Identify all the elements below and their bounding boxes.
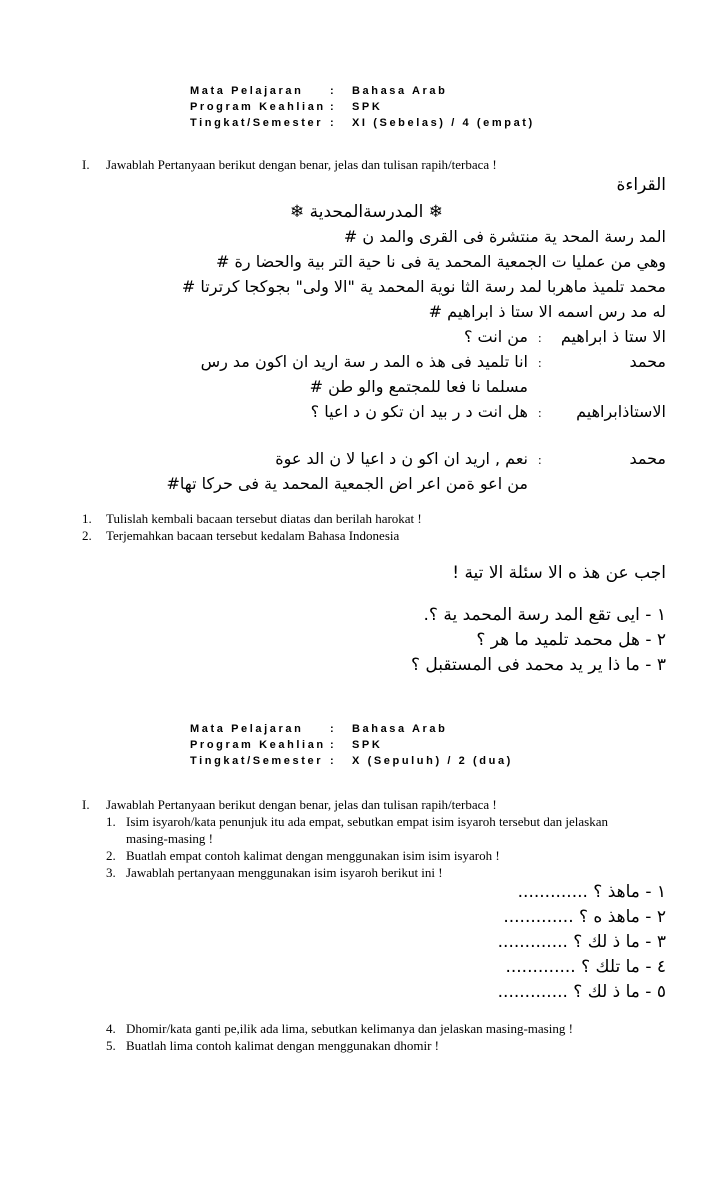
- task-text: Tulislah kembali bacaan tersebut diatas dan berilah harokat !: [106, 511, 422, 526]
- section-instruction: Jawablah Pertanyaan berikut dengan benar, jelas dan tulisan rapih/terbaca !: [106, 797, 497, 812]
- passage-line: له مد رس اسمه الا ستا ذ ابراهيم #: [428, 302, 666, 321]
- passage-line: محمد تلميذ ماهربا لمد رسة الثا نوية المحمد ية "الا ولى" بجوكجا كرترتا #: [181, 277, 666, 296]
- dialog-line: مسلما نا فعا للمجتمع والو طن #: [309, 377, 528, 396]
- section-roman: I.: [82, 797, 90, 812]
- dialog-colon: :: [538, 405, 542, 420]
- dialog-line: انا تلميد فى هذ ه المد ر سة اريد ان اكون مد رس: [200, 352, 528, 371]
- arabic-question: ٢ - ماهذ ه ؟ .............: [503, 907, 666, 927]
- dialog-colon: :: [538, 330, 542, 345]
- item-number: 3.: [106, 865, 116, 880]
- item-text: Dhomir/kata ganti pe,ilik ada lima, sebutkan kelimanya dan jelaskan masing-masing !: [126, 1021, 573, 1036]
- header-colon: :: [330, 755, 337, 767]
- item-text: Buatlah empat contoh kalimat dengan menggunakan isim isim isyaroh !: [126, 848, 500, 863]
- header-colon: :: [330, 723, 337, 735]
- task-text: Terjemahkan bacaan tersebut kedalam Bahasa Indonesia: [106, 528, 400, 543]
- passage-line: وهي من عمليا ت الجمعية المحمد ية فى نا حية التر بية والحضا رة #: [216, 252, 666, 271]
- task-number: 2.: [82, 528, 92, 543]
- item-text: masing-masing !: [126, 831, 214, 846]
- dialog-speaker: محمد: [629, 352, 666, 371]
- questions-heading: اجب عن هذ ه الا سئلة الا تية !: [452, 563, 666, 583]
- arabic-question: ٤ - ما تلك ؟ .............: [505, 957, 666, 977]
- item-text: Buatlah lima contoh kalimat dengan menggunakan dhomir !: [126, 1038, 440, 1053]
- header-label-subject: Mata Pelajaran: [190, 723, 304, 735]
- dialog-speaker: الاستاذابراهيم: [576, 402, 666, 421]
- arabic-question: ١ - ماهذ ؟ .............: [517, 882, 666, 902]
- question-line: ٣ - ما ذا ير يد محمد فى المستقبل ؟: [410, 655, 666, 675]
- item-number: 5.: [106, 1038, 116, 1053]
- header-label-subject: Mata Pelajaran: [190, 85, 304, 97]
- item-number: 2.: [106, 848, 116, 863]
- header-value-level: X (Sepuluh) / 2 (dua): [352, 755, 513, 767]
- reading-title: ❄ المدرسةالمحدية ❄: [290, 202, 443, 222]
- dialog-colon: :: [538, 355, 542, 370]
- question-line: ٢ - هل محمد تلميد ما هر ؟: [476, 630, 666, 650]
- header-value-level: XI (Sebelas) / 4 (empat): [352, 117, 535, 129]
- passage-line: المد رسة المحد ية منتشرة فى القرى والمد ن #: [343, 227, 666, 246]
- header-colon: :: [330, 101, 337, 113]
- header-label-program: Program Keahlian: [190, 101, 326, 113]
- header-label-program: Program Keahlian: [190, 739, 326, 751]
- header-colon: :: [330, 117, 337, 129]
- item-number: 1.: [106, 814, 116, 829]
- task-number: 1.: [82, 511, 92, 526]
- header-value-subject: Bahasa Arab: [352, 723, 448, 735]
- dialog-speaker: محمد: [629, 449, 666, 468]
- header-value-subject: Bahasa Arab: [352, 85, 448, 97]
- arabic-question: ٣ - ما ذ لك ؟ .............: [497, 932, 666, 952]
- header-value-program: SPK: [352, 739, 383, 751]
- dialog-speaker: الا ستا ذ ابراهيم: [560, 327, 666, 346]
- dialog-line: من انت ؟: [463, 327, 528, 346]
- item-number: 4.: [106, 1021, 116, 1036]
- dialog-colon: :: [538, 452, 542, 467]
- header-value-program: SPK: [352, 101, 383, 113]
- header-colon: :: [330, 85, 337, 97]
- dialog-line: هل انت د ر بيد ان تكو ن د اعيا ؟: [310, 402, 528, 421]
- item-text: Isim isyaroh/kata penunjuk itu ada empat, sebutkan empat isim isyaroh tersebut dan jelaskan: [126, 814, 608, 829]
- dialog-line: من اعو ةمن اعر اض الجمعية المحمد ية فى حركا تها#: [166, 474, 528, 493]
- dialog-line: نعم , اريد ان اكو ن د اعيا لا ن الد عوة: [275, 449, 528, 468]
- header-colon: :: [330, 739, 337, 751]
- header-label-level: Tingkat/Semester: [190, 755, 324, 767]
- question-line: ١ - ايى تقع المد رسة المحمد ية ؟.: [423, 605, 666, 625]
- section-instruction: Jawablah Pertanyaan berikut dengan benar, jelas dan tulisan rapih/terbaca !: [106, 157, 497, 172]
- reading-heading: القراءة: [616, 175, 666, 195]
- arabic-question: ٥ - ما ذ لك ؟ .............: [497, 982, 666, 1002]
- section-roman: I.: [82, 157, 90, 172]
- item-text: Jawablah pertanyaan menggunakan isim isyaroh berikut ini !: [126, 865, 443, 880]
- header-label-level: Tingkat/Semester: [190, 117, 324, 129]
